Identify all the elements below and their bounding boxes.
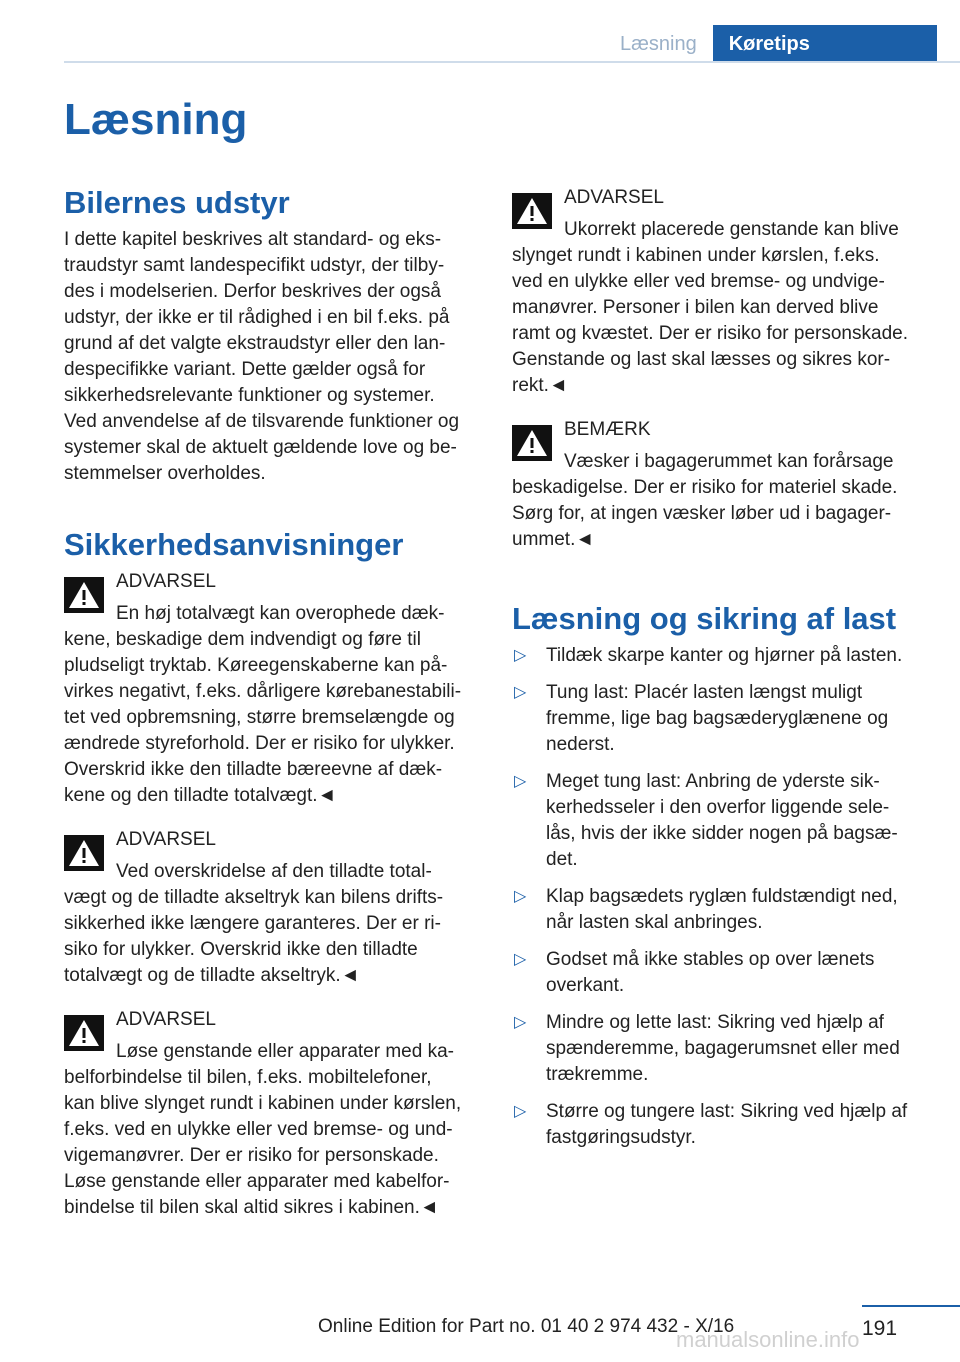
list-item bbox=[512, 643, 928, 669]
page-title: Læsning bbox=[64, 95, 248, 144]
warning-notice bbox=[512, 185, 928, 399]
bullet-line: nederst. bbox=[546, 734, 615, 755]
triangle-bullet-icon: ▷ bbox=[514, 684, 527, 701]
notice-line: kene, beskadige dem indvendigt og føre til bbox=[64, 629, 421, 650]
notice-line: pludseligt tryktab. Køreegenskaberne kan på- bbox=[64, 655, 448, 676]
bullet-line: fastgøringsudstyr. bbox=[546, 1127, 696, 1148]
page-number: 191 bbox=[862, 1317, 898, 1340]
loading-bullet-list bbox=[512, 643, 928, 1151]
section-heading-equipment: Bilernes udstyr bbox=[64, 185, 290, 220]
paragraph-line: grund af det valgte ekstraudstyr eller den lan- bbox=[64, 333, 446, 354]
notice-first-line: Løse genstande eller apparater med ka- bbox=[116, 1041, 454, 1062]
notice-label: BEMÆRK bbox=[564, 419, 651, 440]
section-heading-safety: Sikkerhedsanvisninger bbox=[64, 527, 404, 562]
notice-line: ved en ulykke eller ved bremse- og undvige- bbox=[512, 271, 885, 292]
notice-first-line: En høj totalvægt kan overophede dæk- bbox=[116, 603, 445, 624]
notice-label: ADVARSEL bbox=[564, 187, 664, 208]
triangle-bullet-icon: ▷ bbox=[514, 951, 527, 968]
paragraph-line: sikkerhedsrelevante funktioner og systemer. bbox=[64, 385, 435, 406]
watermark: manualsonline.info bbox=[676, 1327, 860, 1352]
footer-divider bbox=[862, 1305, 960, 1307]
bullet-line: trækremme. bbox=[546, 1064, 649, 1085]
notice-line: tet ved opbremsning, større bremselængde og bbox=[64, 707, 455, 728]
paragraph-line: traudstyr samt landespecifikt udstyr, der tilby- bbox=[64, 255, 445, 276]
bullet-line: når lasten skal anbringes. bbox=[546, 912, 763, 933]
list-item bbox=[512, 947, 928, 999]
notice-label: ADVARSEL bbox=[116, 829, 216, 850]
list-item bbox=[512, 1099, 928, 1151]
bullet-line: Klap bagsædets ryglæn fuldstændigt ned, bbox=[546, 886, 898, 907]
notice-line: rekt.◄ bbox=[512, 375, 568, 396]
list-item bbox=[512, 680, 928, 758]
warning-notice bbox=[64, 1007, 478, 1221]
notice-label: ADVARSEL bbox=[116, 1009, 216, 1030]
bullet-line: kerhedsseler i den overfor liggende sele- bbox=[546, 797, 890, 818]
paragraph-line: systemer skal de aktuelt gældende love og be- bbox=[64, 437, 457, 458]
notice-line: ummet.◄ bbox=[512, 529, 595, 550]
section-heading-loading: Læsning og sikring af last bbox=[512, 601, 897, 636]
notice-line: totalvægt og de tilladte akseltryk.◄ bbox=[64, 965, 360, 986]
paragraph-line: I dette kapitel beskrives alt standard- og eks- bbox=[64, 229, 442, 250]
header-chapter-tab[interactable]: Læsning bbox=[620, 33, 697, 55]
bullet-line: lås, hvis der ikke sidder nogen på bagsæ- bbox=[546, 823, 898, 844]
notice-line: sikkerhed ikke længere garanteres. Der er ri- bbox=[64, 913, 441, 934]
paragraph-line: stemmelser overholdes. bbox=[64, 463, 266, 484]
warning-triangle-icon bbox=[512, 425, 552, 461]
header-divider bbox=[64, 61, 960, 63]
right-column bbox=[512, 185, 928, 1162]
warning-notice bbox=[64, 569, 478, 809]
notice-line: Sørg for, at ingen væsker løber ud i bagager- bbox=[512, 503, 892, 524]
notice-line: ramt og kvæstet. Der er risiko for personskade. bbox=[512, 323, 908, 344]
triangle-bullet-icon: ▷ bbox=[514, 888, 527, 905]
bullet-line: fremme, lige bag bagsæderyglænene og bbox=[546, 708, 889, 729]
paragraph-line: udstyr, der ikke er til rådighed i en bil f.eks. på bbox=[64, 307, 450, 328]
bullet-line: Tung last: Placér lasten længst muligt bbox=[546, 682, 863, 703]
warning-triangle-icon bbox=[512, 193, 552, 229]
notice-first-line: Ukorrekt placerede genstande kan blive bbox=[564, 219, 899, 240]
left-column bbox=[64, 185, 478, 1239]
bullet-line: Godset må ikke stables op over lænets bbox=[546, 949, 875, 970]
list-item bbox=[512, 769, 928, 873]
notice-line: kan blive slynget rundt i kabinen under kørslen, bbox=[64, 1093, 462, 1114]
warning-notice bbox=[64, 827, 478, 989]
header-section-tab[interactable]: Køretips bbox=[713, 25, 937, 63]
header-tabs bbox=[620, 25, 937, 63]
notice-line: bindelse til bilen skal altid sikres i kabinen.◄ bbox=[64, 1197, 439, 1218]
warning-triangle-icon bbox=[64, 1015, 104, 1051]
equipment-paragraph bbox=[64, 227, 478, 487]
notice-label: ADVARSEL bbox=[116, 571, 216, 592]
notice-line: Genstande og last skal læsses og sikres kor- bbox=[512, 349, 891, 370]
notice-line: Overskrid ikke den tilladte bæreevne af dæk- bbox=[64, 759, 443, 780]
notice-first-line: Væsker i bagagerummet kan forårsage bbox=[564, 451, 894, 472]
triangle-bullet-icon: ▷ bbox=[514, 1103, 527, 1120]
notice-line: vigemanøvrer. Der er risiko for personskade. bbox=[64, 1145, 439, 1166]
notice-line: siko for ulykker. Overskrid ikke den tilladte bbox=[64, 939, 418, 960]
triangle-bullet-icon: ▷ bbox=[514, 1014, 527, 1031]
notice-line: Løse genstande eller apparater med kabelfor- bbox=[64, 1171, 450, 1192]
triangle-bullet-icon: ▷ bbox=[514, 647, 527, 664]
notice-line: vægt og de tilladte akseltryk kan bilens drifts- bbox=[64, 887, 444, 908]
notice-line: kene og den tilladte totalvægt.◄ bbox=[64, 785, 337, 806]
notice-first-line: Ved overskridelse af den tilladte total- bbox=[116, 861, 432, 882]
notice-line: belforbindelse til bilen, f.eks. mobiltelefoner, bbox=[64, 1067, 432, 1088]
notice-line: slynget rundt i kabinen under kørslen, f.eks. bbox=[512, 245, 880, 266]
bullet-line: spænderemme, bagagerumsnet eller med bbox=[546, 1038, 900, 1059]
bullet-line: det. bbox=[546, 849, 578, 870]
paragraph-line: Ved anvendelse af de tilsvarende funktioner og bbox=[64, 411, 460, 432]
bullet-line: overkant. bbox=[546, 975, 625, 996]
warning-triangle-icon bbox=[64, 577, 104, 613]
warning-triangle-icon bbox=[64, 835, 104, 871]
notice-line: f.eks. ved en ulykke eller ved bremse- og und- bbox=[64, 1119, 453, 1140]
footer-edition-text: Online Edition for Part no. 01 40 2 974 432 - X/16 bbox=[318, 1316, 735, 1337]
bullet-line: Meget tung last: Anbring de yderste sik- bbox=[546, 771, 880, 792]
list-item bbox=[512, 1010, 928, 1088]
bullet-line: Mindre og lette last: Sikring ved hjælp af bbox=[546, 1012, 884, 1033]
paragraph-line: despecifikke variant. Dette gælder også for bbox=[64, 359, 426, 380]
notice-line: ændrede styreforhold. Der er risiko for ulykker. bbox=[64, 733, 455, 754]
bullet-line: Tildæk skarpe kanter og hjørner på lasten. bbox=[546, 645, 903, 666]
bullet-line: Større og tungere last: Sikring ved hjælp af bbox=[546, 1101, 908, 1122]
notice-line: manøvrer. Personer i bilen kan derved blive bbox=[512, 297, 879, 318]
paragraph-line: des i modelserien. Derfor beskrives der også bbox=[64, 281, 442, 302]
notice-line: beskadigelse. Der er risiko for materiel skade. bbox=[512, 477, 898, 498]
list-item bbox=[512, 884, 928, 936]
caution-notice bbox=[512, 417, 928, 553]
triangle-bullet-icon: ▷ bbox=[514, 773, 527, 790]
notice-line: virkes negativt, f.eks. dårligere kørebanestabili- bbox=[64, 681, 462, 702]
